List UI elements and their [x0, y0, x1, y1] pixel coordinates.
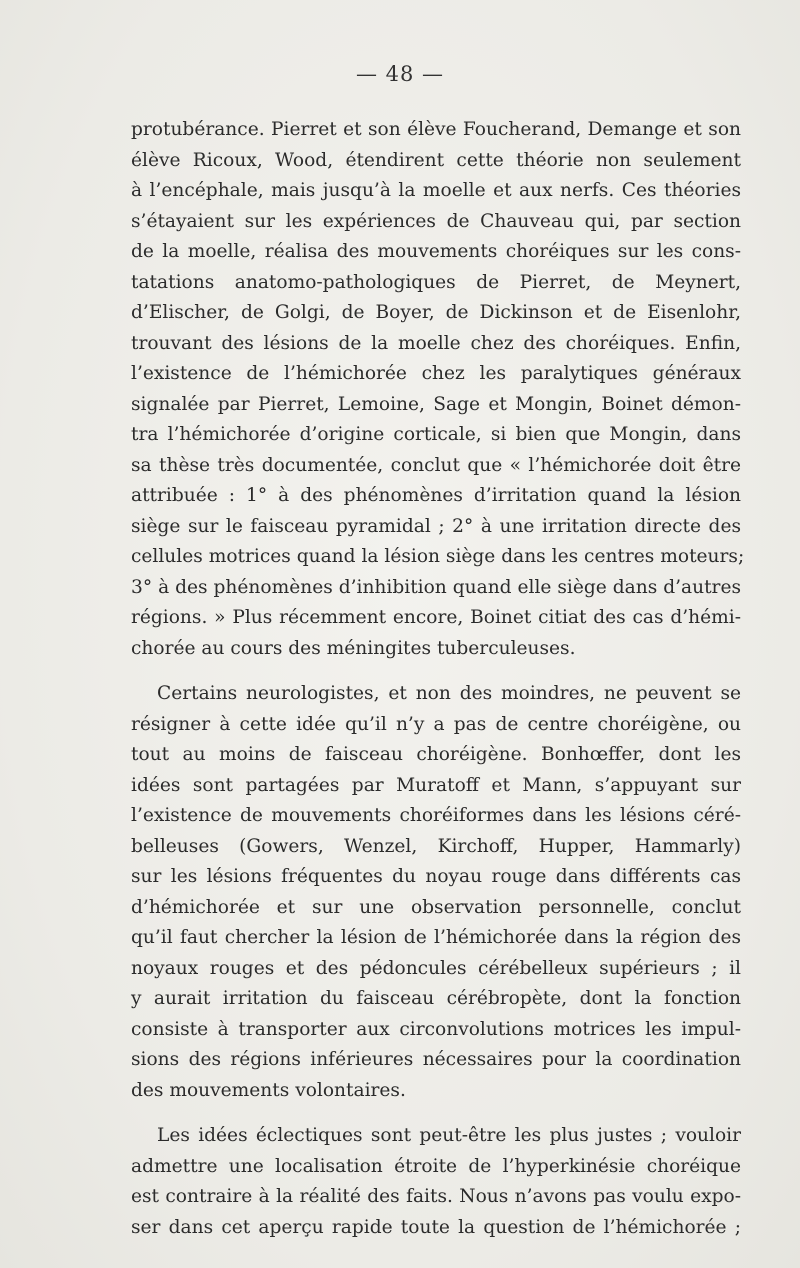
text-line: des mouvements volontaires. — [131, 1079, 406, 1101]
text-line: Certains neurologistes, et non des moindres, ne peuvent se — [157, 683, 741, 704]
page-number: — 48 — — [355, 62, 445, 86]
text-line: signalée par Pierret, Lemoine, Sage et Mongin, Boinet démon- — [131, 393, 741, 415]
text-line: 3° à des phénomènes d’inhibition quand elle siège dans d’autres — [131, 576, 741, 598]
body-text — [131, 115, 745, 1243]
paragraph — [131, 115, 745, 664]
text-line: élève Ricoux, Wood, étendirent cette théorie non seulement — [131, 149, 741, 171]
text-line: l’existence de mouvements choréiformes dans les lésions céré- — [131, 805, 741, 826]
text-line: tatations anatomo-pathologiques de Pierret, de Meynert, — [131, 271, 741, 293]
text-line: tout au moins de faisceau choréigène. Bonhœffer, dont les — [131, 744, 741, 765]
text-line: de la moelle, réalisa des mouvements choréiques sur les cons- — [131, 241, 741, 262]
text-line: sa thèse très documentée, conclut que « l’hémichorée doit être — [131, 454, 741, 476]
text-line: régions. » Plus récemment encore, Boinet citiat des cas d’hémi- — [131, 607, 741, 628]
text-line: ser dans cet aperçu rapide toute la question de l’hémichorée ; — [131, 1216, 741, 1238]
paragraph — [131, 1121, 741, 1243]
text-line: consiste à transporter aux circonvolutions motrices les impul- — [131, 1018, 741, 1040]
text-line: tra l’hémichorée d’origine corticale, si bien que Mongin, dans — [131, 424, 741, 445]
text-line: à l’encéphale, mais jusqu’à la moelle et aux nerfs. Ces théories — [131, 180, 741, 201]
text-line: cellules motrices quand la lésion siège dans les centres moteurs; — [131, 546, 745, 567]
text-line: qu’il faut chercher la lésion de l’hémichorée dans la région des — [131, 927, 741, 948]
text-line: siège sur le faisceau pyramidal ; 2° à une irritation directe des — [131, 515, 741, 537]
text-line: y aurait irritation du faisceau cérébropète, dont la fonction — [131, 988, 741, 1009]
text-line: noyaux rouges et des pédoncules cérébelleux supérieurs ; il — [131, 957, 741, 979]
text-line: trouvant des lésions de la moelle chez des choréiques. Enfin, — [131, 332, 741, 354]
text-line: attribuée : 1° à des phénomènes d’irritation quand la lésion — [131, 485, 741, 506]
text-line: belleuses (Gowers, Wenzel, Kirchoff, Hupper, Hammarly) — [131, 835, 741, 857]
text-line: est contraire à la réalité des faits. Nous n’avons pas voulu expo- — [131, 1186, 741, 1207]
text-line: admettre une localisation étroite de l’hyperkinésie choréique — [131, 1155, 741, 1177]
text-line: sur les lésions fréquentes du noyau rouge dans différents cas — [131, 866, 741, 887]
text-line: résigner à cette idée qu’il n’y a pas de centre choréigène, ou — [131, 713, 741, 735]
text-line: l’existence de l’hémichorée chez les paralytiques généraux — [131, 363, 741, 384]
text-line: idées sont partagées par Muratoff et Mann, s’appuyant sur — [131, 774, 741, 796]
text-line: sions des régions inférieures nécessaires pour la coordination — [131, 1049, 741, 1070]
text-line: chorée au cours des méningites tuberculeuses. — [131, 637, 576, 659]
text-line: protubérance. Pierret et son élève Foucherand, Demange et son — [131, 119, 741, 140]
text-line: d’hémichorée et sur une observation personnelle, conclut — [131, 896, 741, 918]
text-line: d’Elischer, de Golgi, de Boyer, de Dickinson et de Eisenlohr, — [131, 302, 741, 323]
text-line: Les idées éclectiques sont peut-être les plus justes ; vouloir — [157, 1125, 741, 1146]
text-line: s’étayaient sur les expériences de Chauveau qui, par section — [131, 210, 741, 232]
paragraph — [131, 679, 741, 1106]
